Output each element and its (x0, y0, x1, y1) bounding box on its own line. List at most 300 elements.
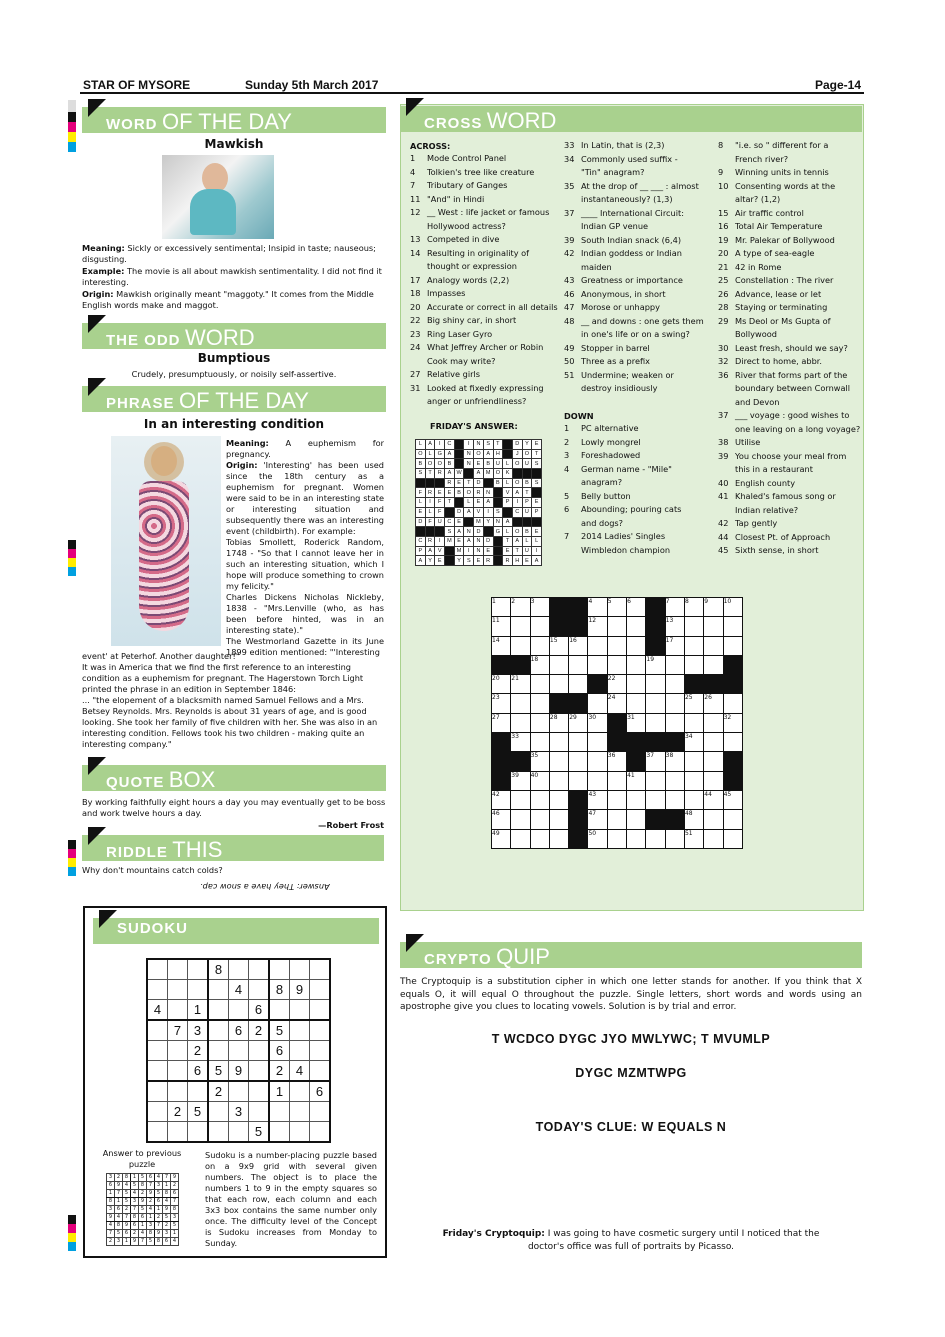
clue-line: 15 Air traffic control (718, 207, 804, 218)
grid-cell[interactable]: 4 (588, 598, 607, 617)
grid-cell[interactable] (607, 617, 626, 636)
grid-cell[interactable] (569, 733, 588, 752)
grid-cell[interactable] (549, 752, 568, 771)
clue-line: 21 42 in Rome (718, 261, 782, 272)
grid-cell[interactable]: 4 (290, 1061, 310, 1082)
grid-cell: O (493, 469, 503, 479)
grid-cell: E (435, 556, 445, 566)
grid-cell[interactable] (229, 1081, 249, 1102)
grid-cell: O (512, 478, 522, 488)
grid-cell[interactable] (704, 733, 723, 752)
grid-cell[interactable] (549, 675, 568, 694)
grid-cell: 4 (115, 1214, 123, 1222)
grid-cell[interactable]: 8 (684, 598, 703, 617)
grid-cell[interactable] (208, 980, 229, 1000)
grid-cell[interactable] (549, 598, 568, 617)
grid-cell[interactable] (249, 1081, 270, 1102)
grid-cell[interactable] (290, 1102, 310, 1122)
grid-cell[interactable] (310, 959, 331, 980)
grid-cell[interactable] (208, 1102, 229, 1122)
grid-cell[interactable] (646, 598, 665, 617)
grid-cell[interactable] (549, 733, 568, 752)
grid-cell[interactable]: 6 (627, 598, 646, 617)
grid-cell (493, 556, 503, 566)
grid-cell[interactable]: 31 (627, 713, 646, 732)
grid-cell[interactable] (530, 829, 549, 848)
grid-cell[interactable]: 22 (607, 675, 626, 694)
grid-cell[interactable] (188, 959, 209, 980)
grid-cell: 2 (155, 1214, 163, 1222)
grid-cell[interactable]: 21 (511, 675, 530, 694)
grid-cell[interactable] (684, 636, 703, 655)
grid-cell[interactable] (208, 1020, 229, 1041)
grid-cell[interactable] (627, 829, 646, 848)
grid-cell[interactable] (646, 733, 665, 752)
grid-cell[interactable] (723, 636, 742, 655)
grid-cell[interactable] (588, 771, 607, 790)
grid-cell[interactable]: 33 (511, 733, 530, 752)
grid-cell[interactable]: 35 (530, 752, 549, 771)
grid-cell[interactable] (588, 675, 607, 694)
grid-cell[interactable] (684, 655, 703, 674)
grid-cell[interactable]: 46 (492, 810, 511, 829)
grid-cell[interactable] (147, 959, 168, 980)
grid-cell[interactable] (310, 980, 331, 1000)
grid-cell[interactable] (310, 1122, 331, 1143)
grid-cell[interactable] (511, 694, 530, 713)
grid-cell[interactable] (549, 617, 568, 636)
grid-cell[interactable] (704, 752, 723, 771)
grid-cell[interactable] (549, 771, 568, 790)
grid-cell (503, 440, 513, 450)
grid-cell[interactable] (646, 617, 665, 636)
grid-cell[interactable]: 2 (168, 1102, 188, 1122)
grid-cell[interactable]: 44 (704, 790, 723, 809)
grid-cell[interactable] (588, 694, 607, 713)
grid-cell[interactable]: 2 (511, 598, 530, 617)
grid-cell[interactable] (290, 1000, 310, 1021)
grid-cell[interactable] (290, 1041, 310, 1061)
grid-cell[interactable] (569, 675, 588, 694)
grid-cell: 7 (131, 1206, 139, 1214)
grid-cell (416, 478, 426, 488)
grid-cell[interactable] (569, 694, 588, 713)
grid-cell[interactable] (684, 713, 703, 732)
grid-cell[interactable] (492, 752, 511, 771)
grid-cell[interactable]: 43 (588, 790, 607, 809)
grid-cell[interactable]: 51 (684, 829, 703, 848)
grid-cell[interactable] (168, 1000, 188, 1021)
grid-cell[interactable] (530, 675, 549, 694)
grid-cell[interactable] (607, 733, 626, 752)
grid-cell[interactable] (208, 1041, 229, 1061)
grid-cell[interactable]: 6 (269, 1041, 290, 1061)
grid-cell[interactable] (530, 636, 549, 655)
grid-cell: N (474, 536, 484, 546)
grid-cell[interactable] (646, 810, 665, 829)
grid-cell[interactable]: 11 (492, 617, 511, 636)
grid-cell[interactable] (704, 771, 723, 790)
grid-cell[interactable] (665, 655, 684, 674)
grid-cell: D (454, 507, 464, 517)
clue-line: 32 Direct to home, abbr. (718, 356, 822, 366)
grid-cell[interactable]: 6 (249, 1000, 270, 1021)
grid-cell[interactable] (249, 959, 270, 980)
grid-cell[interactable] (188, 1081, 209, 1102)
grid-cell[interactable]: 34 (684, 733, 703, 752)
grid-cell: U (522, 507, 532, 517)
grid-cell[interactable] (229, 1122, 249, 1143)
grid-cell[interactable] (530, 713, 549, 732)
grid-cell[interactable] (607, 790, 626, 809)
grid-cell[interactable]: 19 (646, 655, 665, 674)
grid-cell[interactable] (310, 1061, 331, 1082)
grid-cell[interactable] (646, 771, 665, 790)
grid-cell[interactable]: 5 (208, 1061, 229, 1082)
grid-cell[interactable] (569, 617, 588, 636)
grid-cell[interactable] (530, 733, 549, 752)
grid-cell[interactable] (684, 790, 703, 809)
clue-line: anagram? (581, 477, 623, 487)
grid-cell[interactable] (627, 694, 646, 713)
grid-cell[interactable] (269, 959, 290, 980)
grid-cell[interactable] (665, 829, 684, 848)
grid-cell: 4 (163, 1198, 171, 1206)
grid-cell[interactable] (530, 617, 549, 636)
grid-cell[interactable] (511, 810, 530, 829)
grid-cell[interactable] (549, 810, 568, 829)
grid-cell[interactable] (607, 829, 626, 848)
grid-cell[interactable] (723, 829, 742, 848)
grid-cell[interactable] (723, 675, 742, 694)
grid-cell[interactable] (249, 980, 270, 1000)
grid-cell[interactable] (310, 1020, 331, 1041)
grid-cell[interactable] (665, 810, 684, 829)
clue-line: Bollywood (735, 329, 777, 339)
grid-cell[interactable] (627, 752, 646, 771)
grid-cell[interactable] (627, 675, 646, 694)
grid-cell[interactable] (249, 1102, 270, 1122)
grid-cell[interactable] (511, 790, 530, 809)
grid-cell: I (435, 440, 445, 450)
grid-cell: E (503, 546, 513, 556)
grid-cell[interactable]: 14 (492, 636, 511, 655)
grid-cell[interactable]: 7 (665, 598, 684, 617)
clue-line: one leaving on a long voyage? (735, 423, 861, 434)
grid-cell: 9 (171, 1174, 179, 1182)
grid-cell[interactable] (269, 1000, 290, 1021)
grid-cell: R (474, 488, 484, 498)
grid-cell[interactable] (627, 636, 646, 655)
grid-cell (425, 527, 435, 537)
grid-cell[interactable]: 2 (208, 1081, 229, 1102)
grid-cell[interactable]: 2 (269, 1061, 290, 1082)
grid-cell[interactable] (704, 655, 723, 674)
grid-cell[interactable] (684, 675, 703, 694)
grid-cell[interactable] (492, 771, 511, 790)
grid-cell[interactable] (569, 752, 588, 771)
grid-cell[interactable] (607, 810, 626, 829)
grid-cell[interactable]: 25 (684, 694, 703, 713)
grid-cell[interactable] (569, 771, 588, 790)
grid-cell[interactable]: 2 (249, 1020, 270, 1041)
grid-cell[interactable] (569, 598, 588, 617)
grid-cell[interactable] (168, 1061, 188, 1082)
grid-cell[interactable]: 12 (588, 617, 607, 636)
grid-cell[interactable]: 3 (530, 598, 549, 617)
grid-cell[interactable] (229, 1000, 249, 1021)
grid-cell[interactable] (188, 1122, 209, 1143)
grid-cell[interactable] (627, 617, 646, 636)
clue-line: this in a restaurant (735, 464, 813, 474)
grid-cell[interactable] (704, 829, 723, 848)
grid-cell: I (483, 507, 493, 517)
grid-cell[interactable] (607, 655, 626, 674)
grid-cell[interactable] (569, 829, 588, 848)
grid-cell: L (503, 527, 513, 537)
grid-cell: L (416, 498, 426, 508)
grid-cell[interactable]: 5 (269, 1020, 290, 1041)
grid-cell[interactable]: 6 (229, 1020, 249, 1041)
grid-cell[interactable] (310, 1041, 331, 1061)
grid-cell[interactable] (147, 1102, 168, 1122)
grid-cell[interactable]: 36 (607, 752, 626, 771)
grid-cell[interactable] (646, 790, 665, 809)
grid-cell: 1 (131, 1174, 139, 1182)
grid-cell[interactable] (249, 1041, 270, 1061)
grid-cell[interactable]: 26 (704, 694, 723, 713)
quote-text: By working faithfully eight hours a day you may eventually get to be boss and work twelve hours a day. (82, 797, 386, 818)
grid-cell: A (425, 440, 435, 450)
grid-cell: 4 (123, 1182, 131, 1190)
grid-cell[interactable] (168, 1122, 188, 1143)
grid-cell[interactable]: 32 (723, 713, 742, 732)
grid-cell[interactable] (549, 655, 568, 674)
grid-cell[interactable]: 49 (492, 829, 511, 848)
grid-cell[interactable] (684, 752, 703, 771)
grid-cell[interactable] (723, 733, 742, 752)
grid-cell[interactable] (704, 810, 723, 829)
grid-cell[interactable] (607, 713, 626, 732)
grid-cell[interactable] (627, 790, 646, 809)
grid-cell: 9 (115, 1182, 123, 1190)
riddle-header: RIDDLE THIS (82, 835, 384, 861)
grid-cell[interactable] (269, 1102, 290, 1122)
grid-cell[interactable]: 38 (665, 752, 684, 771)
grid-cell[interactable] (646, 713, 665, 732)
grid-cell[interactable]: 4 (147, 1000, 168, 1021)
grid-cell[interactable] (290, 1122, 310, 1143)
grid-cell[interactable] (511, 636, 530, 655)
grid-cell[interactable]: 5 (188, 1102, 209, 1122)
grid-cell[interactable]: 3 (229, 1102, 249, 1122)
grid-cell[interactable] (627, 810, 646, 829)
grid-cell[interactable] (310, 1000, 331, 1021)
grid-cell[interactable] (168, 1041, 188, 1061)
grid-cell: E (474, 498, 484, 508)
grid-cell[interactable] (646, 675, 665, 694)
grid-cell[interactable] (665, 694, 684, 713)
grid-cell[interactable] (607, 636, 626, 655)
grid-cell[interactable] (249, 1061, 270, 1082)
grid-cell[interactable] (646, 829, 665, 848)
grid-cell[interactable] (290, 1081, 310, 1102)
grid-cell[interactable] (269, 1122, 290, 1143)
grid-cell[interactable] (549, 694, 568, 713)
grid-cell[interactable]: 47 (588, 810, 607, 829)
grid-cell[interactable] (208, 1122, 229, 1143)
grid-cell[interactable] (665, 733, 684, 752)
grid-cell[interactable] (147, 1020, 168, 1041)
grid-cell[interactable] (511, 617, 530, 636)
grid-cell[interactable] (665, 713, 684, 732)
grid-cell: I (464, 440, 474, 450)
grid-cell[interactable] (704, 713, 723, 732)
grid-cell[interactable] (627, 733, 646, 752)
sudoku-description: Sudoku is a number-placing puzzle based on a 9x9 grid with several given numbers. The object is to place the numbers 1 to 9 in the empty squares so that each row, each column and each 3x3 box contains the same number only once. The difficulty level of the Concept is Sudoku increases from Monday to Sunday. (205, 1150, 377, 1248)
grid-cell[interactable] (704, 617, 723, 636)
grid-cell[interactable]: 6 (188, 1061, 209, 1082)
grid-cell[interactable]: 1 (492, 598, 511, 617)
grid-cell[interactable]: 9 (229, 1061, 249, 1082)
grid-cell[interactable]: 15 (549, 636, 568, 655)
grid-cell: U (522, 546, 532, 556)
grid-cell[interactable] (704, 675, 723, 694)
grid-cell[interactable] (168, 1081, 188, 1102)
grid-cell[interactable]: 18 (530, 655, 549, 674)
grid-cell[interactable]: 20 (492, 675, 511, 694)
grid-cell: U (522, 459, 532, 469)
grid-cell[interactable] (511, 655, 530, 674)
grid-cell[interactable]: 42 (492, 790, 511, 809)
grid-cell[interactable] (290, 1020, 310, 1041)
grid-cell[interactable] (492, 733, 511, 752)
grid-cell[interactable]: 16 (569, 636, 588, 655)
grid-cell[interactable]: 40 (530, 771, 549, 790)
grid-cell[interactable] (188, 980, 209, 1000)
grid-cell[interactable]: 30 (588, 713, 607, 732)
grid-cell[interactable] (665, 790, 684, 809)
grid-cell[interactable] (569, 790, 588, 809)
phrase-body-cont: event' at Peterhof. Another daughter!" It was in America that we find the first reference to an interesting condition as a euphemism for pregnant. The Hagerstown Torch Light printed the phrase in an edition in September 1846: ... "the elopement of a blacksmith named Samuel Fellows and a Mrs. Betsey Reynolds. Mrs. Reynolds is about 31 years of age, and is good looking. She took her family of five children with her. She was also in an interesting condition. Fellows took his two children - making quite an interesting company." (82, 651, 378, 749)
grid-cell[interactable] (723, 771, 742, 790)
grid-cell: 2 (147, 1198, 155, 1206)
grid-cell[interactable] (569, 810, 588, 829)
grid-cell[interactable]: 5 (607, 598, 626, 617)
grid-cell[interactable] (665, 675, 684, 694)
grid-cell[interactable]: 10 (723, 598, 742, 617)
grid-cell[interactable]: 7 (168, 1020, 188, 1041)
grid-cell[interactable]: 39 (511, 771, 530, 790)
grid-cell[interactable]: 1 (188, 1000, 209, 1021)
grid-cell[interactable]: 24 (607, 694, 626, 713)
grid-cell[interactable]: 41 (627, 771, 646, 790)
grid-cell[interactable]: 9 (290, 980, 310, 1000)
grid-cell[interactable] (511, 829, 530, 848)
grid-cell: B (416, 459, 426, 469)
grid-cell[interactable] (723, 617, 742, 636)
grid-cell: A (512, 488, 522, 498)
grid-cell[interactable] (588, 733, 607, 752)
grid-cell[interactable] (530, 790, 549, 809)
grid-cell[interactable]: 45 (723, 790, 742, 809)
grid-cell[interactable] (684, 771, 703, 790)
grid-cell[interactable] (530, 694, 549, 713)
grid-cell[interactable] (310, 1102, 331, 1122)
clue-line: French river? (735, 153, 789, 164)
grid-cell[interactable]: 9 (704, 598, 723, 617)
grid-cell[interactable]: 29 (569, 713, 588, 732)
grid-cell[interactable] (229, 1041, 249, 1061)
grid-cell[interactable]: 48 (684, 810, 703, 829)
grid-cell[interactable]: 27 (492, 713, 511, 732)
grid-cell[interactable] (704, 636, 723, 655)
grid-cell[interactable]: 1 (269, 1081, 290, 1102)
grid-cell[interactable] (723, 655, 742, 674)
grid-cell[interactable]: 4 (229, 980, 249, 1000)
grid-cell[interactable]: 8 (269, 980, 290, 1000)
grid-cell[interactable] (588, 636, 607, 655)
grid-cell[interactable] (147, 980, 168, 1000)
grid-cell[interactable] (492, 655, 511, 674)
grid-cell[interactable] (569, 655, 588, 674)
grid-cell[interactable] (549, 790, 568, 809)
grid-cell[interactable] (147, 1081, 168, 1102)
grid-cell (532, 488, 542, 498)
grid-cell[interactable] (723, 694, 742, 713)
grid-cell[interactable] (665, 771, 684, 790)
grid-cell[interactable]: 13 (665, 617, 684, 636)
grid-cell[interactable] (290, 959, 310, 980)
grid-cell[interactable] (549, 829, 568, 848)
grid-cell[interactable]: 17 (665, 636, 684, 655)
grid-cell[interactable] (208, 1000, 229, 1021)
grid-cell[interactable] (229, 959, 249, 980)
grid-cell[interactable] (147, 1122, 168, 1143)
grid-cell[interactable] (168, 980, 188, 1000)
grid-cell[interactable] (588, 655, 607, 674)
grid-cell[interactable] (511, 752, 530, 771)
grid-cell[interactable] (627, 655, 646, 674)
grid-cell[interactable] (684, 617, 703, 636)
grid-cell[interactable] (723, 752, 742, 771)
grid-cell[interactable] (147, 1061, 168, 1082)
grid-cell[interactable]: 2 (188, 1041, 209, 1061)
grid-cell[interactable] (530, 810, 549, 829)
grid-cell[interactable]: 5 (249, 1122, 270, 1143)
grid-cell[interactable] (607, 771, 626, 790)
grid-cell[interactable]: 28 (549, 713, 568, 732)
grid-cell[interactable] (511, 713, 530, 732)
grid-cell[interactable] (147, 1041, 168, 1061)
grid-cell: E (532, 440, 542, 450)
grid-cell: 8 (155, 1238, 163, 1246)
grid-cell[interactable]: 23 (492, 694, 511, 713)
grid-cell[interactable]: 6 (310, 1081, 331, 1102)
phrase-title: In an interesting condition (143, 417, 325, 431)
grid-cell[interactable]: 50 (588, 829, 607, 848)
grid-cell[interactable]: 3 (188, 1020, 209, 1041)
grid-cell[interactable] (646, 694, 665, 713)
grid-cell: S (532, 478, 542, 488)
grid-cell[interactable]: 37 (646, 752, 665, 771)
grid-cell[interactable] (723, 810, 742, 829)
grid-cell: P (503, 498, 513, 508)
grid-cell[interactable] (168, 959, 188, 980)
grid-cell[interactable]: 8 (208, 959, 229, 980)
grid-cell[interactable] (646, 636, 665, 655)
grid-cell[interactable] (588, 752, 607, 771)
